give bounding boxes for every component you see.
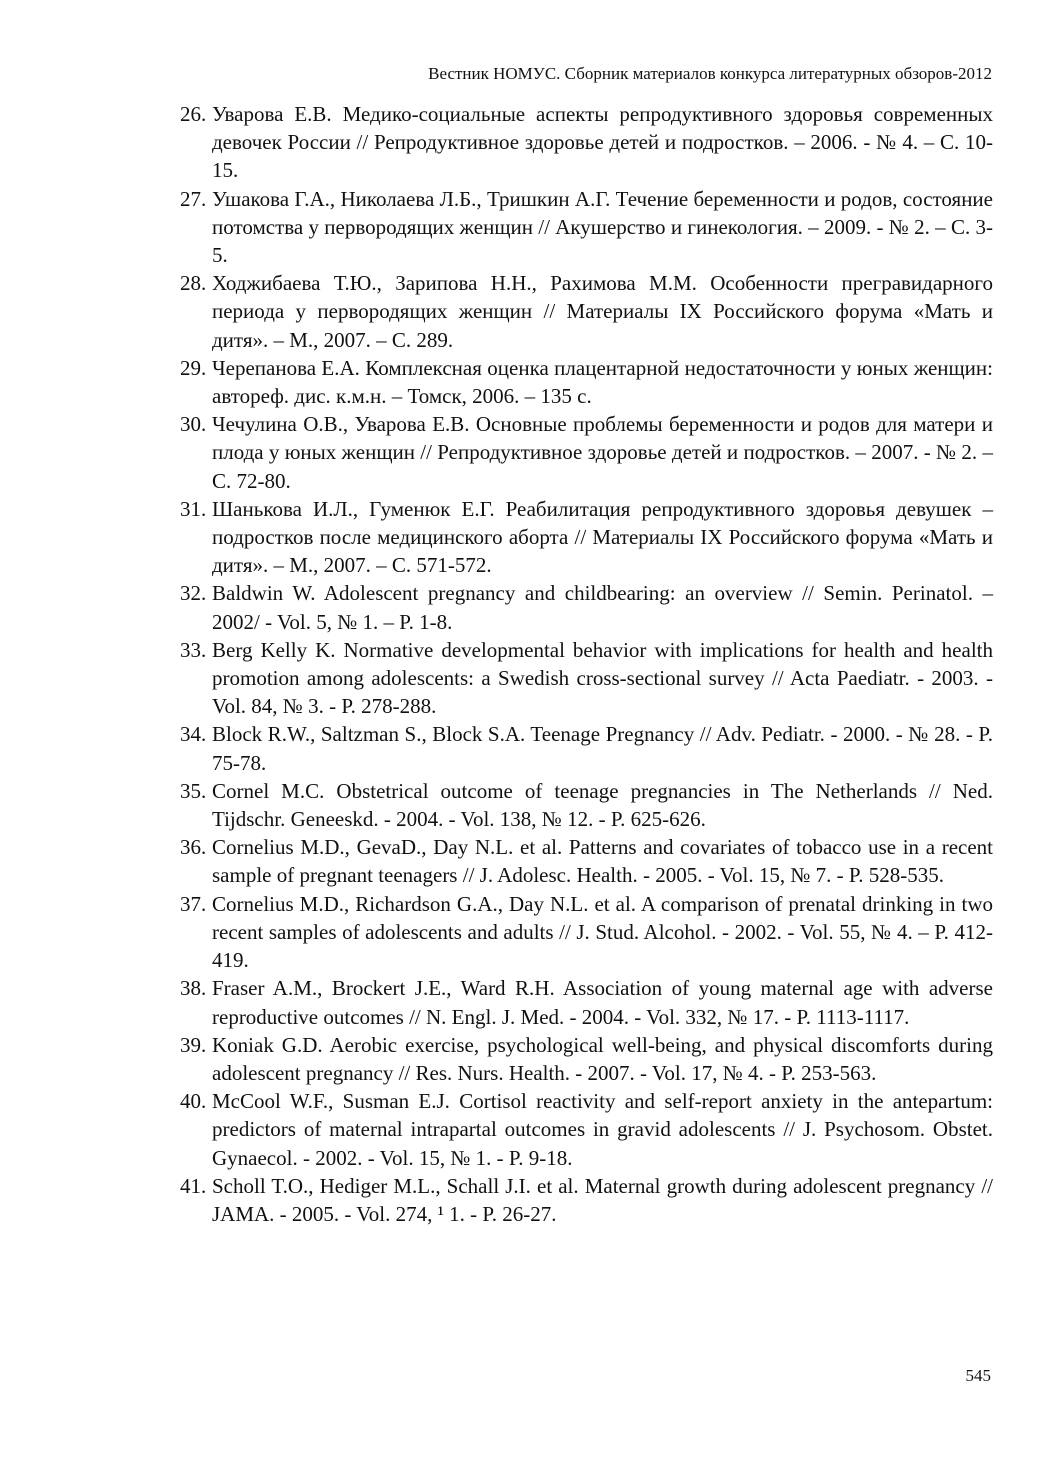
reference-item	[180, 1087, 993, 1172]
reference-item	[180, 833, 993, 889]
reference-text: McCool W.F., Susman E.J. Cortisol reactivity and self-report anxiety in the antepartum: predictors of maternal intrapartal outcomes in gravid adolescents // J. Psychosom. Obstet. Gynaecol. - 2002. - Vol. 15, № 1. - P. 9-18.	[212, 1089, 993, 1170]
reference-number: 39.	[180, 1032, 207, 1057]
reference-item	[180, 579, 993, 635]
page-number: 545	[965, 1366, 991, 1385]
reference-text: Block R.W., Saltzman S., Block S.A. Teenage Pregnancy // Adv. Pediatr. - 2000. - № 28. - P. 75-78.	[212, 722, 993, 775]
reference-text: Шанькова И.Л., Гуменюк Е.Г. Реабилитация репродуктивного здоровья девушек – подростков после медицинского аборта // Материалы IX Российского форума «Мать и дитя». – М., 2007. – С. 571-572.	[212, 496, 993, 578]
reference-item	[180, 185, 993, 270]
reference-number: 36.	[180, 835, 207, 860]
reference-text: Чечулина О.В., Уварова Е.В. Основные проблемы беременности и родов для матери и плода у юных женщин // Репродуктивное здоровье детей и подростков. – 2007. - № 2. – С. 72-80.	[212, 412, 993, 493]
reference-item	[180, 1172, 993, 1228]
reference-number: 33.	[180, 637, 207, 662]
reference-item	[180, 410, 993, 495]
reference-item	[180, 269, 993, 354]
reference-text: Scholl T.O., Hediger M.L., Schall J.I. et al. Maternal growth during adolescent pregnancy // JAMA. - 2005. - Vol. 274, ¹ 1. - P. 26-27.	[212, 1173, 993, 1226]
reference-item	[180, 495, 993, 580]
reference-number: 32.	[180, 581, 207, 606]
reference-number: 41.	[180, 1173, 207, 1198]
reference-number: 27.	[180, 186, 207, 211]
reference-number: 37.	[180, 891, 207, 916]
reference-number: 31.	[180, 496, 207, 521]
reference-item	[180, 636, 993, 721]
reference-text: Cornel M.C. Obstetrical outcome of teenage pregnancies in The Netherlands // Ned. Tijdschr. Geneeskd. - 2004. - Vol. 138, № 12. - P. 625-626.	[212, 778, 993, 832]
reference-text: Baldwin W. Adolescent pregnancy and childbearing: an overview // Semin. Perinatol. – 2002/ - Vol. 5, № 1. – P. 1-8.	[212, 581, 993, 634]
reference-item	[180, 100, 993, 185]
reference-text: Уварова Е.В. Медико-социальные аспекты репродуктивного здоровья современных девочек России // Репродуктивное здоровье детей и подростков. – 2006. - № 4. – С. 10-15.	[212, 102, 993, 183]
reference-number: 38.	[180, 976, 207, 1001]
reference-text: Черепанова Е.А. Комплексная оценка плацентарной недостаточности у юных женщин: автореф. дис. к.м.н. – Томск, 2006. – 135 с.	[212, 355, 993, 409]
reference-item	[180, 720, 993, 776]
reference-item	[180, 354, 993, 410]
reference-number: 26.	[180, 102, 207, 126]
reference-text: Berg Kelly K. Normative developmental behavior with implications for health and health promotion among adolescents: a Swedish cross-sectional survey // Acta Paediatr. - 2003. - Vol. 84, № 3. - P. 278-288.	[212, 637, 993, 719]
reference-text: Koniak G.D. Aerobic exercise, psychological well-being, and physical discomforts during adolescent pregnancy // Res. Nurs. Health. - 2007. - Vol. 17, № 4. - P. 253-563.	[212, 1032, 993, 1085]
reference-number: 29.	[180, 355, 207, 380]
reference-number: 40.	[180, 1089, 207, 1114]
reference-item	[180, 974, 993, 1030]
reference-text: Fraser A.M., Brockert J.E., Ward R.H. Association of young maternal age with adverse reproductive outcomes // N. Engl. J. Med. - 2004. - Vol. 332, № 17. - P. 1113-1117.	[212, 976, 993, 1029]
running-header: Вестник НОМУС. Сборник материалов конкурса литературных обзоров-2012	[428, 64, 992, 83]
reference-text: Cornelius M.D., Richardson G.A., Day N.L. et al. A comparison of prenatal drinking in two recent samples of adolescents and adults // J. Stud. Alcohol. - 2002. - Vol. 55, № 4. – P. 412-419.	[212, 891, 993, 973]
reference-text: Cornelius M.D., GevaD., Day N.L. et al. Patterns and covariates of tobacco use in a recent sample of pregnant teenagers // J. Adolesc. Health. - 2005. - Vol. 15, № 7. - P. 528-535.	[212, 835, 993, 888]
reference-text: Ходжибаева Т.Ю., Зарипова Н.Н., Рахимова М.М. Особенности прегравидарного периода у первородящих женщин // Материалы IX Российского форума «Мать и дитя». – М., 2007. – С. 289.	[212, 271, 993, 352]
reference-number: 28.	[180, 271, 207, 296]
reference-list	[180, 100, 993, 1228]
reference-item	[180, 777, 993, 833]
reference-number: 35.	[180, 778, 207, 803]
reference-item	[180, 1031, 993, 1087]
reference-item	[180, 890, 993, 975]
reference-number: 34.	[180, 722, 207, 747]
reference-number: 30.	[180, 412, 207, 437]
reference-text: Ушакова Г.А., Николаева Л.Б., Тришкин А.Г. Течение беременности и родов, состояние потомства у первородящих женщин // Акушерство и гинекология. – 2009. - № 2. – С. 3-5.	[212, 186, 993, 268]
